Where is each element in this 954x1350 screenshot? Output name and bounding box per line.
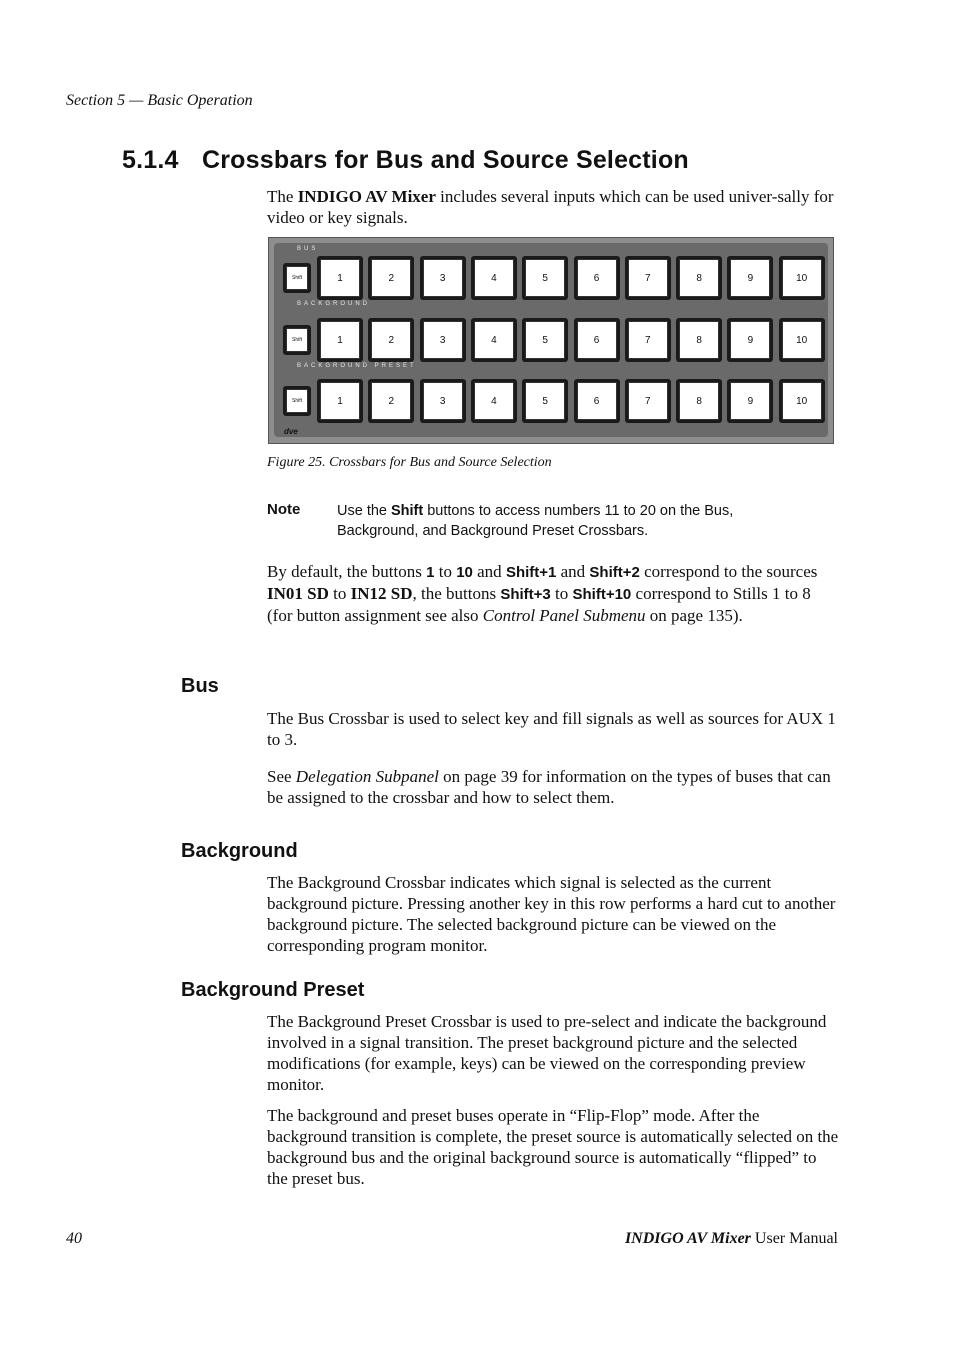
crossbar-button-label: 7 (628, 382, 668, 420)
crossbar-button[interactable] (676, 318, 722, 362)
crossbar-button[interactable] (727, 256, 773, 300)
crossbar-row-label: BUS (297, 246, 319, 252)
crossbar-button[interactable] (317, 318, 363, 362)
background-preset-heading: Background Preset (181, 979, 365, 1001)
dve-logo: dve (284, 427, 298, 436)
crossbar-button-label: 10 (782, 382, 822, 420)
crossbar-button[interactable] (574, 379, 620, 423)
page-number: 40 (66, 1230, 82, 1247)
crossbar-button-label: 4 (474, 382, 514, 420)
background-paragraph: The Background Crossbar indicates which signal is selected as the current background picture. Pressing another key in this row performs a hard cut to another background picture. The selected background picture can be viewed on the corresponding program monitor. (267, 873, 836, 955)
crossbar-row-label: BACKGROUND PRESET (297, 363, 417, 369)
shift-button[interactable] (283, 325, 311, 355)
crossbar-button-label: 4 (474, 259, 514, 297)
crossbar-button-label: 1 (320, 382, 360, 420)
crossbar-panel (274, 243, 828, 437)
crossbar-button-label: 2 (371, 259, 411, 297)
crossbar-panel-figure (268, 237, 834, 444)
section-title: Crossbars for Bus and Source Selection (202, 146, 689, 174)
crossbar-button[interactable] (574, 256, 620, 300)
crossbar-button[interactable] (574, 318, 620, 362)
crossbar-button[interactable] (625, 318, 671, 362)
crossbar-button-label: 8 (679, 382, 719, 420)
crossbar-button-label: 10 (782, 259, 822, 297)
shift-button[interactable] (283, 263, 311, 293)
crossbar-row-label: BACKGROUND (297, 301, 371, 307)
crossbar-button[interactable] (471, 318, 517, 362)
shift-button-label: Shift (286, 266, 308, 290)
crossbar-button[interactable] (727, 318, 773, 362)
section-heading (122, 146, 689, 175)
crossbar-button-label: 9 (730, 382, 770, 420)
crossbar-button[interactable] (471, 379, 517, 423)
figure-caption: Figure 25. Crossbars for Bus and Source Selection (267, 455, 552, 470)
crossbar-button[interactable] (522, 318, 568, 362)
running-header: Section 5 — Basic Operation (66, 92, 253, 109)
crossbar-button-label: 9 (730, 259, 770, 297)
crossbar-button[interactable] (625, 256, 671, 300)
background-preset-paragraph-1: The Background Preset Crossbar is used to pre-select and indicate the background involved in a signal transition. The preset background picture and the selected modifications (for example, keys) can be viewed on the corresponding preview monitor. (267, 1012, 827, 1094)
product-name: INDIGO AV Mixer (297, 187, 436, 206)
crossbar-button-label: 6 (577, 321, 617, 359)
crossbar-button-label: 8 (679, 321, 719, 359)
shift-button-label: Shift (286, 389, 308, 413)
shift-button[interactable] (283, 386, 311, 416)
crossbar-button-label: 5 (525, 259, 565, 297)
crossbar-button[interactable] (368, 318, 414, 362)
footer-title: INDIGO AV Mixer User Manual (624, 1230, 838, 1247)
crossbar-button-label: 2 (371, 321, 411, 359)
crossbar-button-label: 8 (679, 259, 719, 297)
crossbar-button-label: 1 (320, 259, 360, 297)
background-heading: Background (181, 840, 298, 862)
crossbar-button[interactable] (779, 256, 825, 300)
bus-paragraph-1: The Bus Crossbar is used to select key and fill signals as well as sources for AUX 1 to 3. (267, 709, 836, 749)
crossbar-button[interactable] (727, 379, 773, 423)
note-text: Use the Shift buttons to access numbers 11 to 20 on the Bus, Background, and Background Preset Crossbars. (337, 503, 734, 539)
default-assignment-paragraph: By default, the buttons 1 to 10 and Shift+1 and Shift+2 correspond to the sources IN01 SD to IN12 SD, the buttons Shift+3 to Shift+10 correspond to Stills 1 to 8 (for button assignment see also Control Panel Submenu on page 135). (267, 562, 818, 625)
crossbar-button[interactable] (625, 379, 671, 423)
crossbar-button-label: 5 (525, 382, 565, 420)
crossbar-button[interactable] (420, 318, 466, 362)
crossbar-button-label: 3 (423, 321, 463, 359)
crossbar-button[interactable] (368, 256, 414, 300)
section-number: 5.1.4 (122, 146, 179, 174)
crossbar-button-label: 5 (525, 321, 565, 359)
crossbar-button-label: 7 (628, 321, 668, 359)
crossbar-button[interactable] (779, 379, 825, 423)
crossbar-button[interactable] (676, 256, 722, 300)
crossbar-button-label: 9 (730, 321, 770, 359)
crossbar-button[interactable] (471, 256, 517, 300)
crossbar-button-label: 4 (474, 321, 514, 359)
crossbar-button[interactable] (522, 256, 568, 300)
crossbar-button[interactable] (676, 379, 722, 423)
crossbar-button[interactable] (317, 256, 363, 300)
crossbar-button-label: 2 (371, 382, 411, 420)
crossbar-button[interactable] (522, 379, 568, 423)
crossbar-button[interactable] (420, 256, 466, 300)
shift-button-label: Shift (286, 328, 308, 352)
intro-paragraph: The INDIGO AV Mixer includes several inputs which can be used univer-sally for video or key signals. (267, 187, 834, 227)
crossbar-button[interactable] (317, 379, 363, 423)
bus-heading: Bus (181, 675, 219, 697)
crossbar-button[interactable] (420, 379, 466, 423)
crossbar-button-label: 1 (320, 321, 360, 359)
background-preset-paragraph-2: The background and preset buses operate in “Flip-Flop” mode. After the background transition is complete, the preset source is automatically selected on the background bus and the original background source is automatically “flipped” to the preset bus. (267, 1106, 839, 1188)
note-label: Note (267, 501, 301, 518)
crossbar-button-label: 6 (577, 382, 617, 420)
crossbar-button[interactable] (368, 379, 414, 423)
crossbar-button-label: 3 (423, 259, 463, 297)
crossbar-button[interactable] (779, 318, 825, 362)
bus-paragraph-2: See Delegation Subpanel on page 39 for information on the types of buses that can be assigned to the crossbar and how to select them. (267, 767, 831, 807)
crossbar-button-label: 3 (423, 382, 463, 420)
crossbar-button-label: 10 (782, 321, 822, 359)
crossbar-button-label: 7 (628, 259, 668, 297)
crossbar-button-label: 6 (577, 259, 617, 297)
